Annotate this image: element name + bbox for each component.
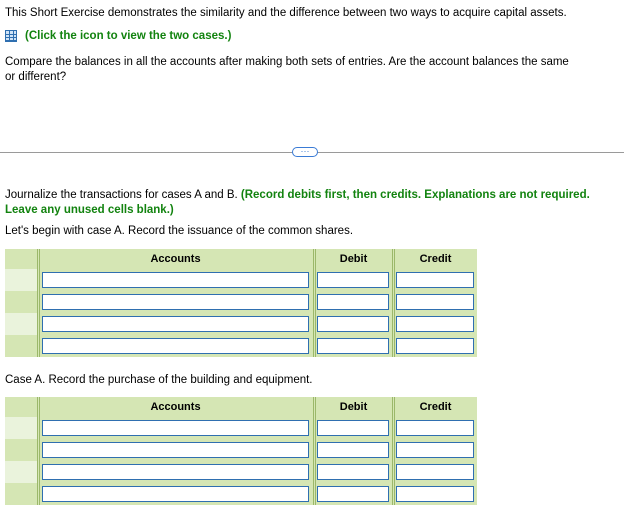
case-a-issue-prompt: Let's begin with case A. Record the issuance of the common shares. xyxy=(5,225,354,237)
accounts-header: Accounts xyxy=(150,401,201,413)
column-divider xyxy=(313,397,314,505)
row-handle xyxy=(5,269,37,291)
row-handle xyxy=(5,417,37,439)
debit-input[interactable] xyxy=(317,272,389,288)
account-input[interactable] xyxy=(42,338,309,354)
credit-input[interactable] xyxy=(396,338,474,354)
expand-dots-button[interactable]: ··· xyxy=(292,147,318,157)
account-input[interactable] xyxy=(42,442,309,458)
row-handle xyxy=(5,335,37,357)
credit-input[interactable] xyxy=(396,272,474,288)
accounts-header: Accounts xyxy=(150,253,201,265)
credit-input[interactable] xyxy=(396,420,474,436)
instructions-line-1 xyxy=(5,189,590,201)
credit-input[interactable] xyxy=(396,442,474,458)
column-divider xyxy=(392,397,393,505)
debit-input[interactable] xyxy=(317,420,389,436)
credit-header: Credit xyxy=(419,401,452,413)
column-divider xyxy=(37,397,38,505)
table-row xyxy=(5,291,477,313)
column-divider xyxy=(392,249,393,357)
question-line-1: Compare the balances in all the accounts after making both sets of entries. Are the account balances the same xyxy=(5,56,569,68)
account-input[interactable] xyxy=(42,272,309,288)
table-row xyxy=(5,461,477,483)
debit-input[interactable] xyxy=(317,464,389,480)
table-row xyxy=(5,483,477,505)
debit-header: Debit xyxy=(339,253,368,265)
instructions-green-1: (Record debits first, then credits. Explanations are not required. xyxy=(240,189,590,201)
credit-input[interactable] xyxy=(396,316,474,332)
column-divider xyxy=(315,397,316,505)
debit-input[interactable] xyxy=(317,442,389,458)
row-handle xyxy=(5,461,37,483)
credit-input[interactable] xyxy=(396,486,474,502)
credit-input[interactable] xyxy=(396,464,474,480)
account-input[interactable] xyxy=(42,294,309,310)
debit-input[interactable] xyxy=(317,294,389,310)
column-divider xyxy=(37,249,38,357)
column-divider xyxy=(394,397,395,505)
table-row xyxy=(5,417,477,439)
debit-input[interactable] xyxy=(317,338,389,354)
table-row xyxy=(5,269,477,291)
account-input[interactable] xyxy=(42,316,309,332)
question-line-2: or different? xyxy=(5,71,67,83)
instructions-plain: Journalize the transactions for cases A and B. xyxy=(5,189,241,201)
view-cases-link[interactable] xyxy=(5,30,231,42)
account-input[interactable] xyxy=(42,464,309,480)
debit-header: Debit xyxy=(339,401,368,413)
credit-input[interactable] xyxy=(396,294,474,310)
instructions-green-2: Leave any unused cells blank.) xyxy=(5,204,174,216)
column-divider xyxy=(39,397,40,505)
column-divider xyxy=(315,249,316,357)
debit-input[interactable] xyxy=(317,486,389,502)
grid-icon[interactable] xyxy=(5,30,17,42)
row-handle xyxy=(5,439,37,461)
row-handle xyxy=(5,483,37,505)
journal-table-purchase xyxy=(5,397,477,507)
account-input[interactable] xyxy=(42,420,309,436)
credit-header: Credit xyxy=(419,253,452,265)
table-row xyxy=(5,335,477,357)
table-row xyxy=(5,313,477,335)
column-divider xyxy=(39,249,40,357)
table-row xyxy=(5,439,477,461)
column-divider xyxy=(394,249,395,357)
column-divider xyxy=(313,249,314,357)
account-input[interactable] xyxy=(42,486,309,502)
debit-input[interactable] xyxy=(317,316,389,332)
view-cases-link-text[interactable]: (Click the icon to view the two cases.) xyxy=(25,30,232,42)
intro-text: This Short Exercise demonstrates the similarity and the difference between two ways to acquire capital assets. xyxy=(5,7,567,19)
row-handle xyxy=(5,313,37,335)
case-a-purchase-prompt: Case A. Record the purchase of the building and equipment. xyxy=(5,374,313,386)
journal-table-issue xyxy=(5,249,477,359)
row-handle xyxy=(5,291,37,313)
